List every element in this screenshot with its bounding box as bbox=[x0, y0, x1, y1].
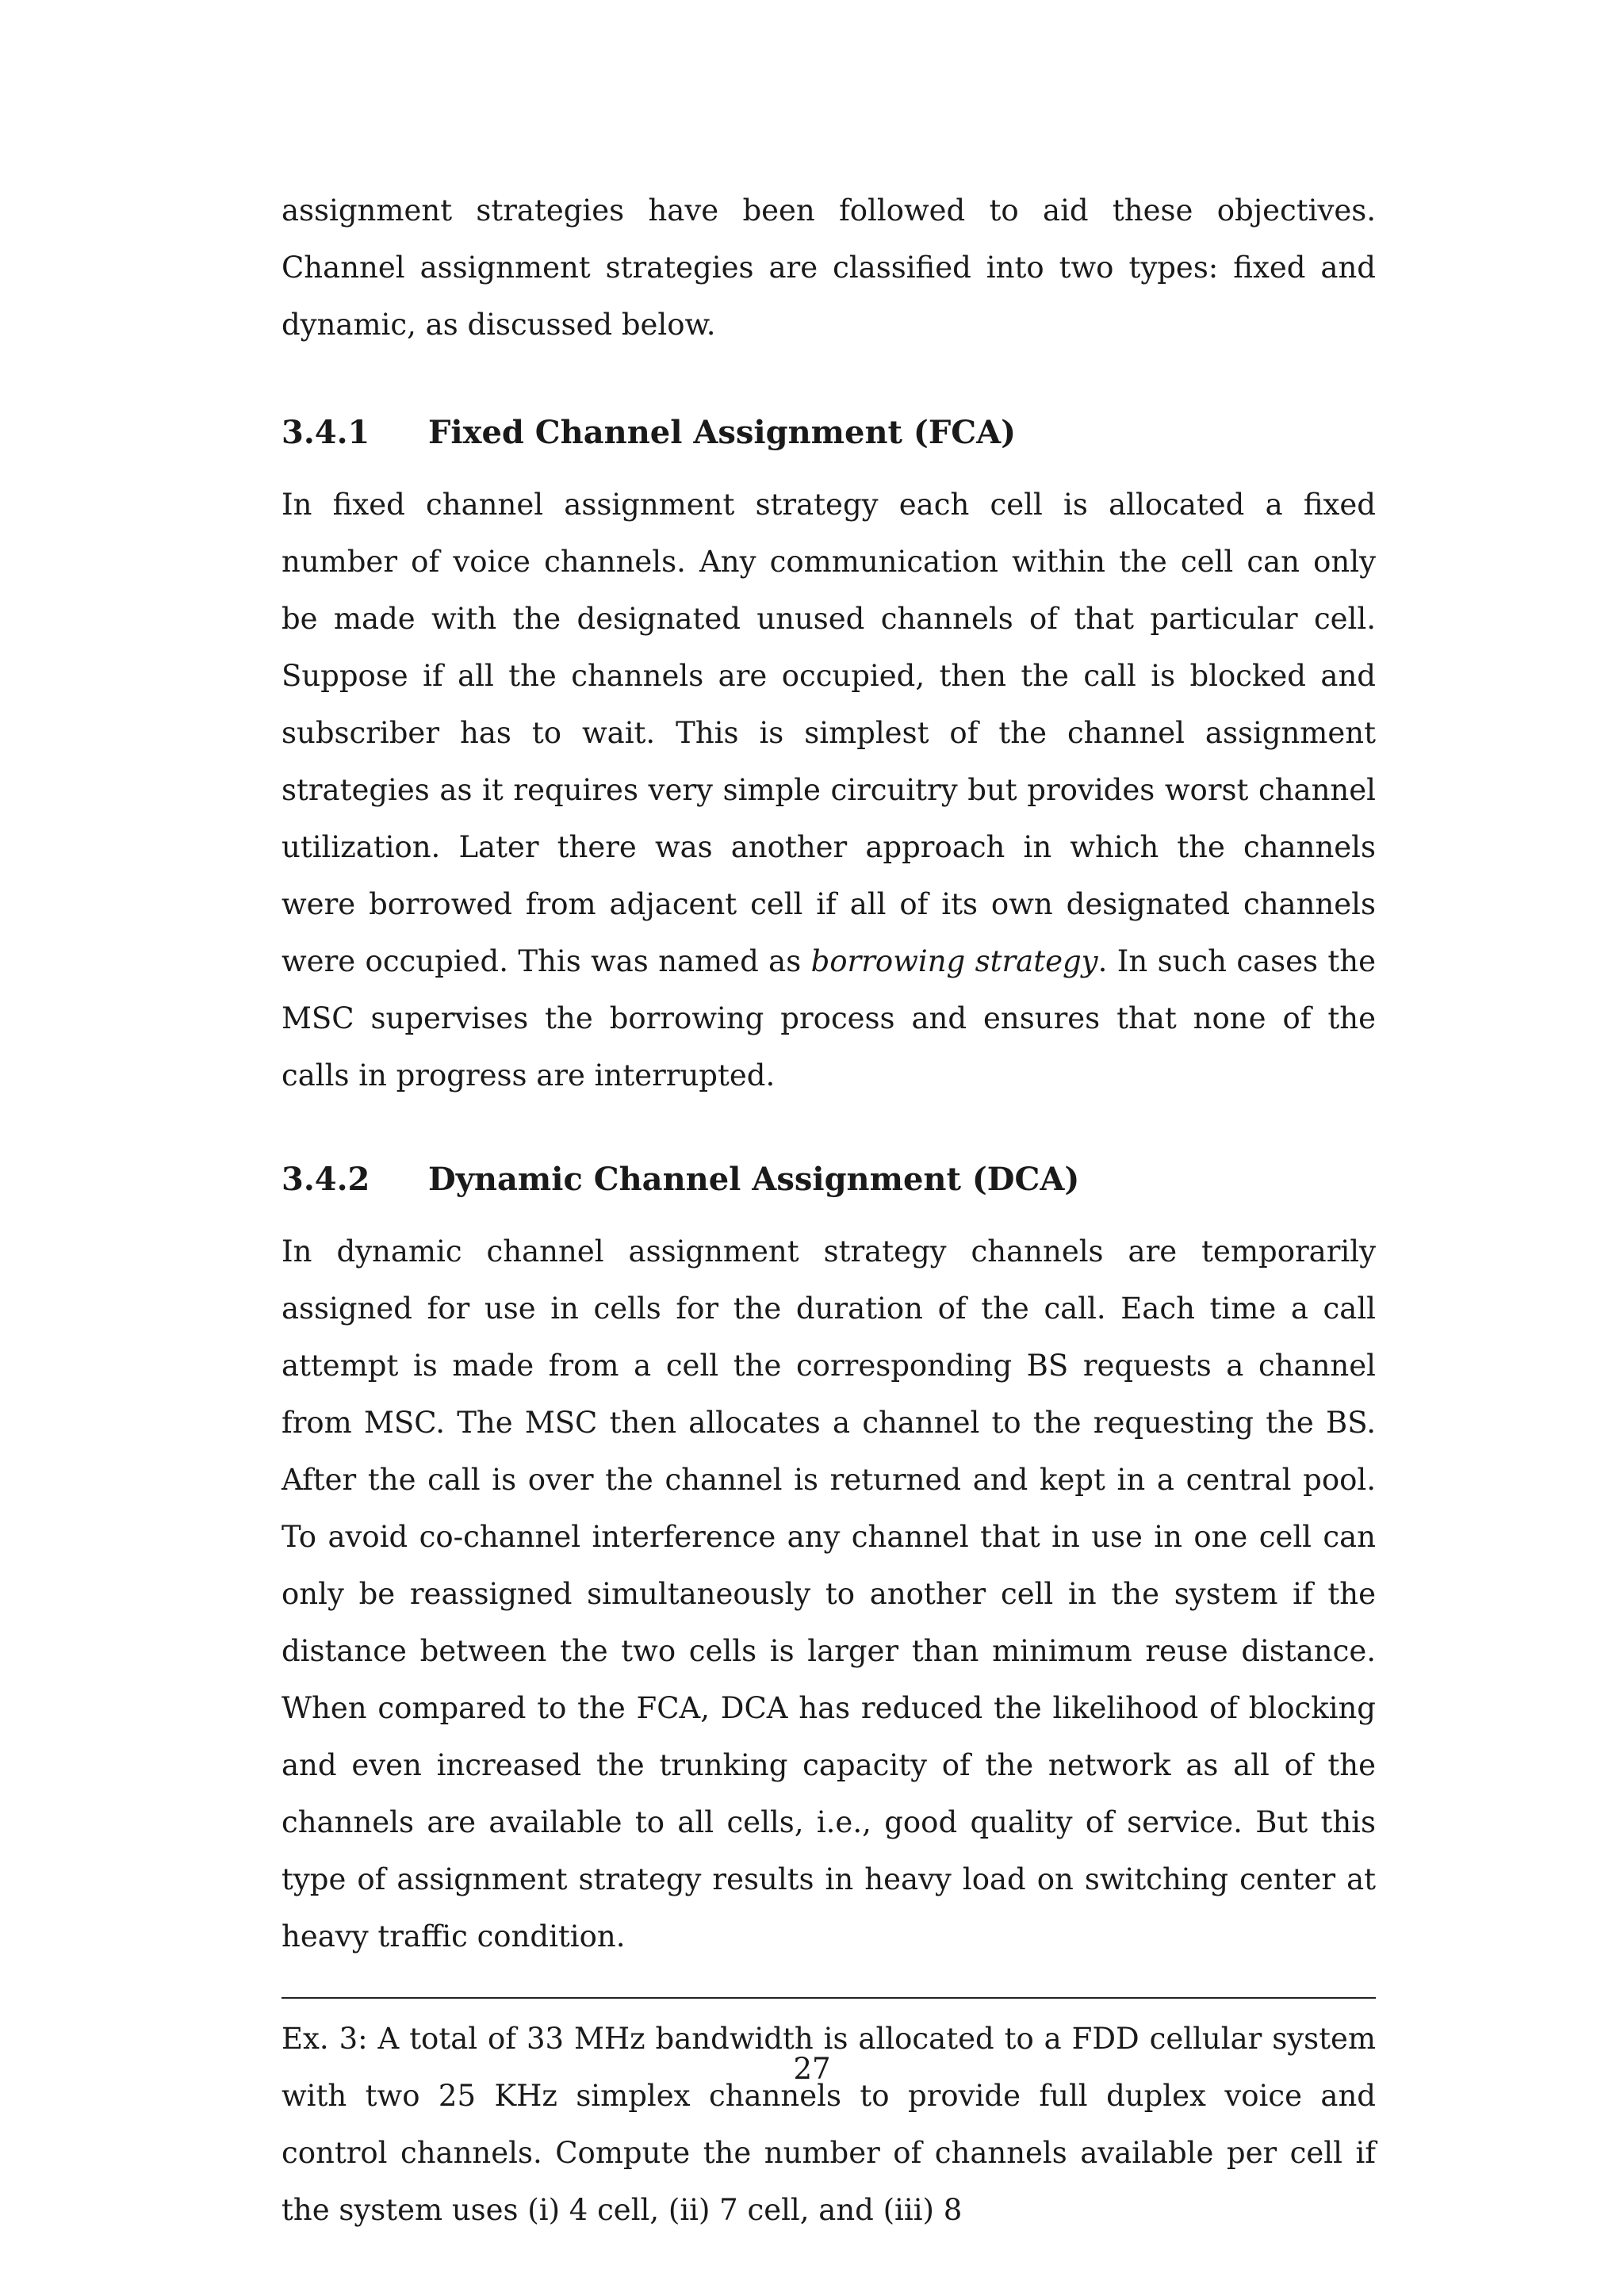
page-content bbox=[282, 182, 1376, 2239]
section-title: Dynamic Channel Assignment (DCA) bbox=[428, 1161, 1080, 1198]
fca-text-end: . In such cases the MSC supervises the borrowing process and ensures that none of the calls in progress are interrupted. bbox=[282, 944, 1376, 1093]
example-paragraph: Ex. 3: A total of 33 MHz bandwidth is allocated to a FDD cellular system with two 25 KHz simplex channels to provide full duplex voice and control channels. Compute the number of channels available per cell if the system uses (i) 4 cell, (ii) 7 cell, and (iii) 8 bbox=[282, 2022, 1376, 2227]
dca-paragraph: In dynamic channel assignment strategy channels are temporarily assigned for use in cells for the duration of the call. Each time a call attempt is made from a cell the corresponding BS requests a channel from MSC. The MSC then allocates a channel to the requesting the BS. After the call is over the channel is returned and kept in a central pool. To avoid co-channel interference any channel that in use in one cell can only be reassigned simultaneously to another cell in the system if the distance between the two cells is larger than minimum reuse distance. When compared to the FCA, DCA has reduced the likelihood of blocking and even increased the trunking capacity of the network as all of the channels are available to all cells, i.e., good quality of service. But this type of assignment strategy results in heavy load on switching center at heavy traffic condition. bbox=[282, 1234, 1376, 1954]
section-heading-3-4-1 bbox=[282, 409, 1376, 457]
section-number: 3.4.2 bbox=[282, 1161, 370, 1198]
example-divider bbox=[282, 1997, 1376, 1999]
section-title: Fixed Channel Assignment (FCA) bbox=[428, 414, 1017, 451]
fca-text-start: In fixed channel assignment strategy each cell is allocated a fixed number of voice channels. Any communication within the cell can only be made with the designated unused channels of that particular cell. Suppose if all the channels are occupied, then the call is blocked and subscriber has to wait. This is simplest of the channel assignment strategies as it requires very simple circuitry but provides worst channel utilization. Later there was another approach in which the channels were borrowed from adjacent cell if all of its own designated channels were occupied. This was named as bbox=[282, 488, 1376, 978]
page-number: 27 bbox=[793, 2052, 831, 2086]
section-number: 3.4.1 bbox=[282, 414, 370, 451]
borrowing-strategy-term: borrowing strategy bbox=[810, 944, 1098, 978]
section-heading-3-4-2 bbox=[282, 1156, 1376, 1203]
intro-paragraph: assignment strategies have been followed to aid these objectives. Channel assignment strategies are classified into two types: fixed and dynamic, as discussed below. bbox=[282, 193, 1376, 342]
fca-paragraph bbox=[282, 476, 1376, 1104]
